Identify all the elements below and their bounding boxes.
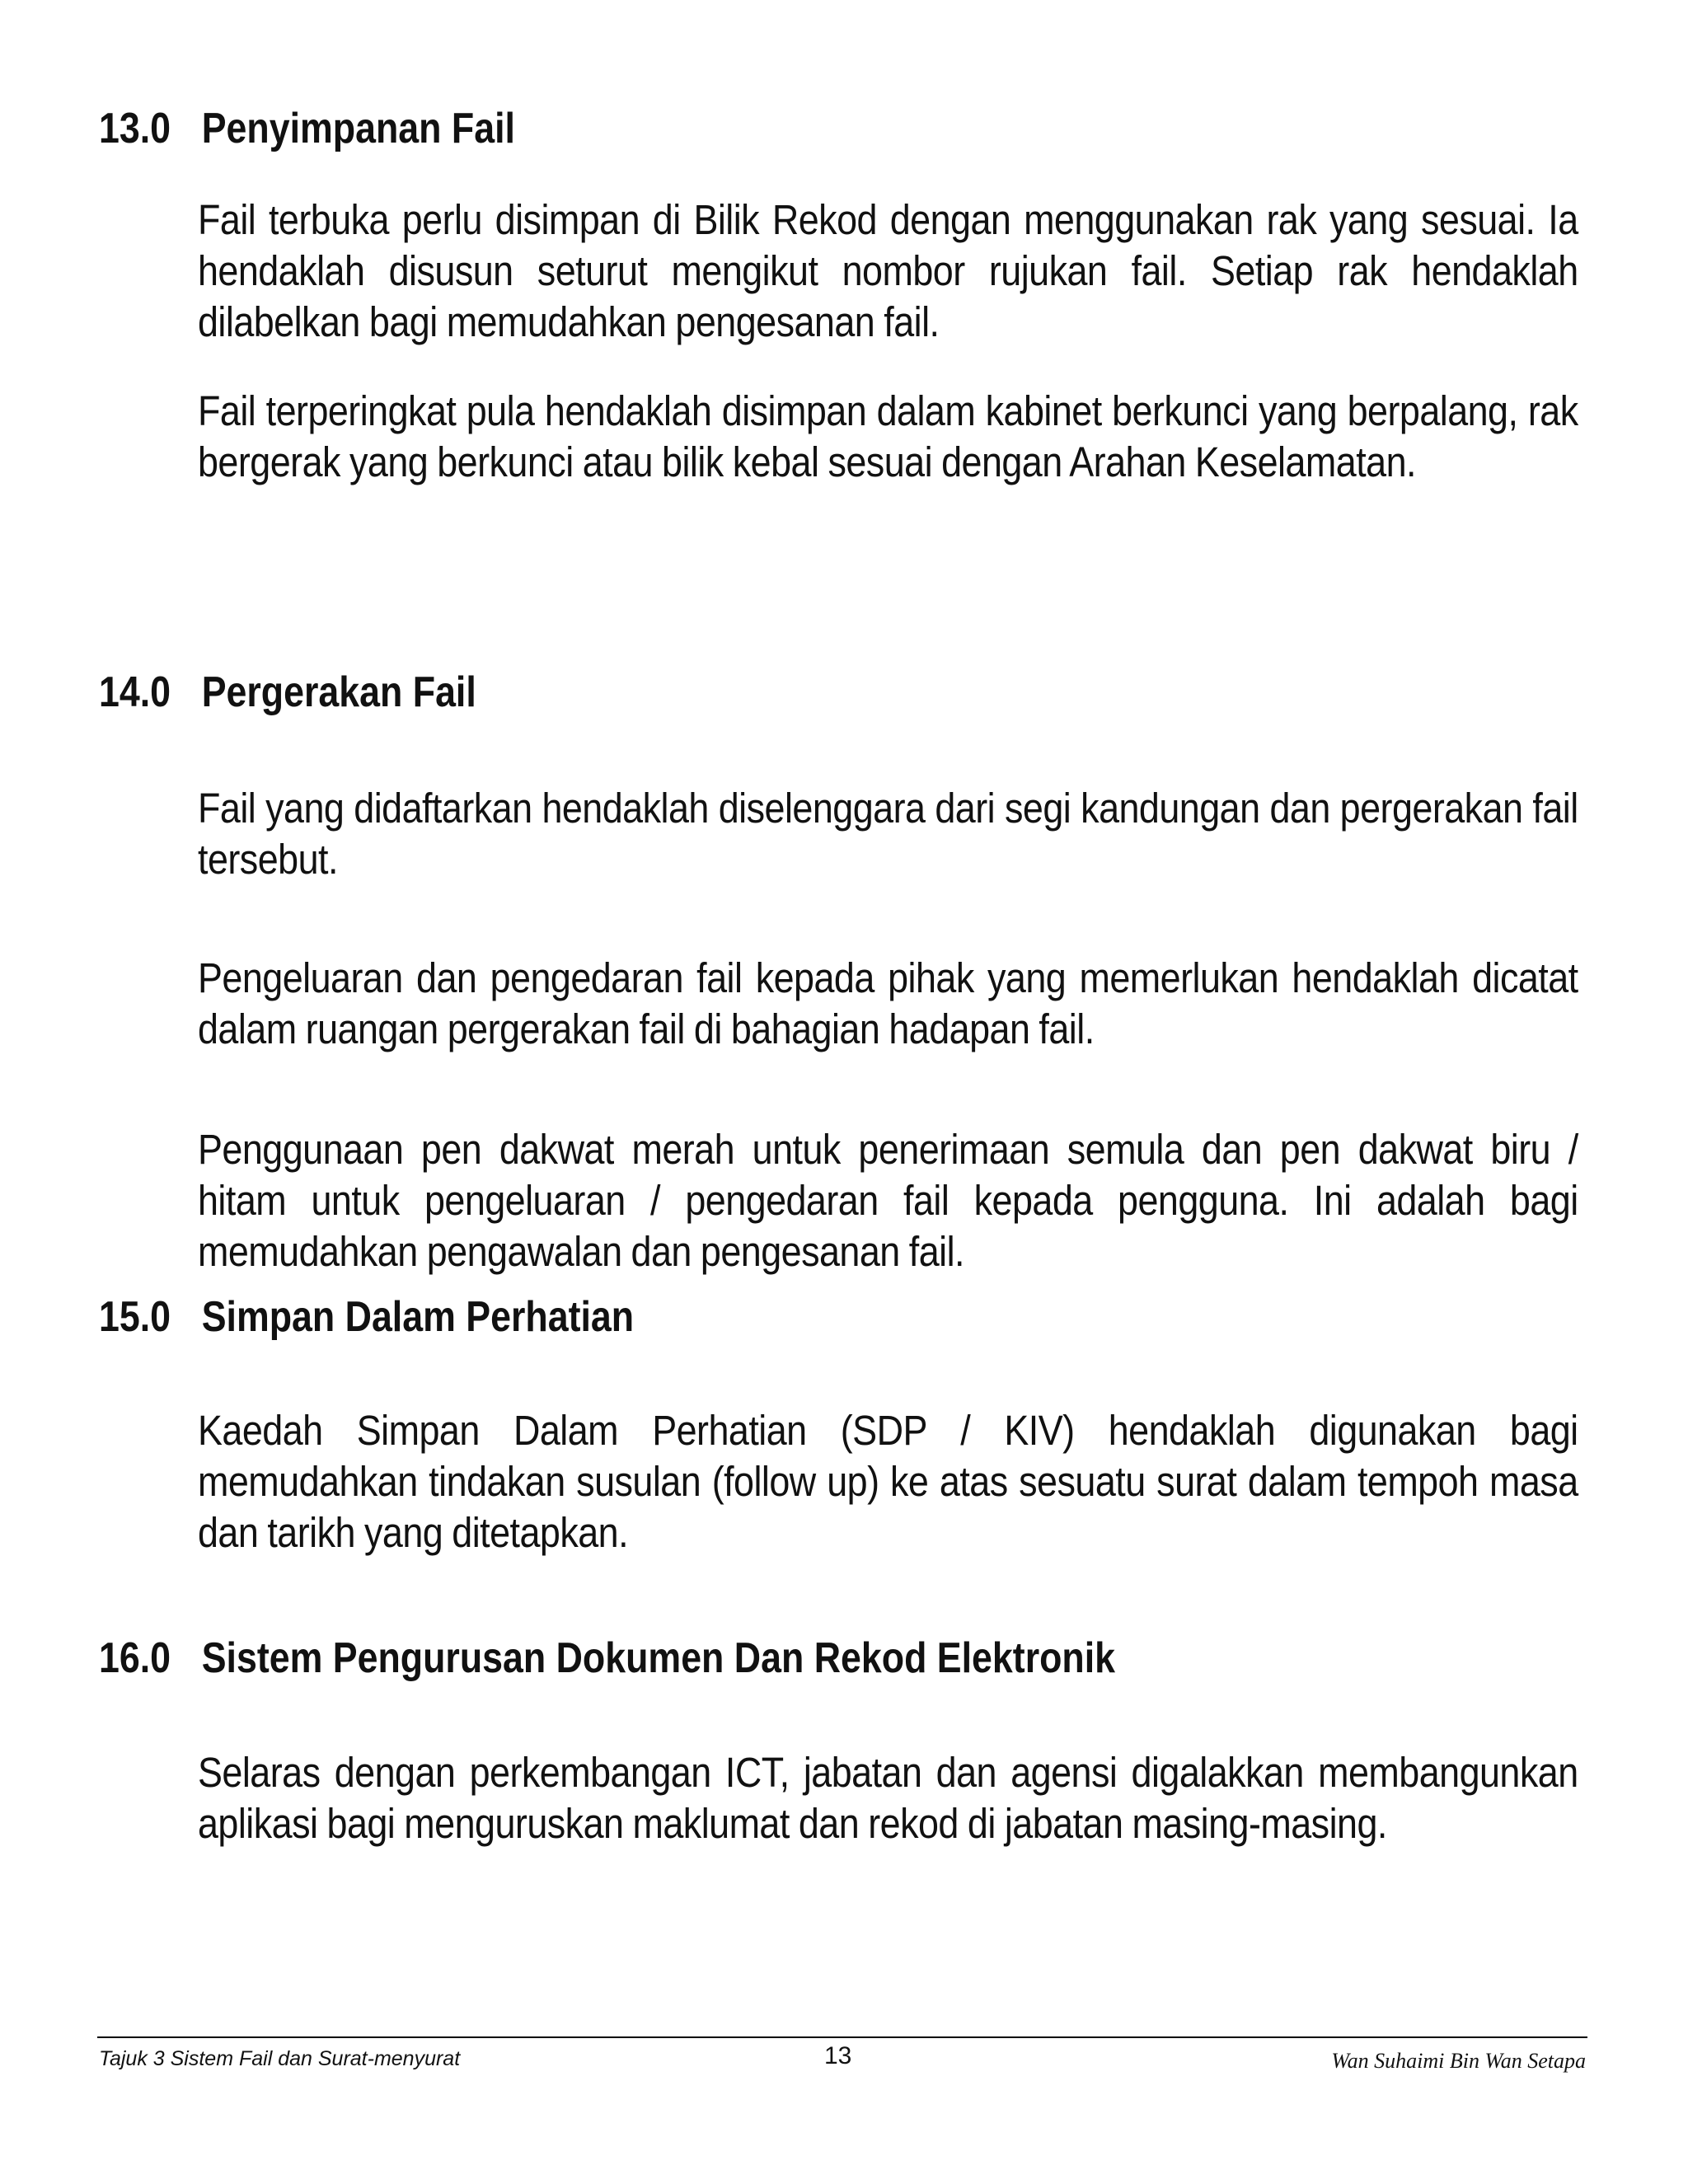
- page-number: 13: [824, 2042, 852, 2069]
- section-title: Sistem Pengurusan Dokumen Dan Rekod Elektronik: [201, 1634, 1116, 1682]
- paragraph: [198, 953, 1578, 1055]
- section-title: Pergerakan Fail: [201, 668, 476, 716]
- section-number: 16.0: [99, 1634, 171, 1682]
- paragraph-text: Fail terperingkat pula hendaklah disimpan dalam kabinet berkunci yang berpalang, rak bergerak yang berkunci atau bilik kebal sesuai dengan Arahan Keselamatan.: [198, 387, 1578, 485]
- paragraph: [198, 1747, 1578, 1849]
- paragraph: [198, 386, 1578, 488]
- paragraph: [198, 194, 1578, 348]
- section-heading-13: [99, 102, 515, 155]
- footer-author: Wan Suhaimi Bin Wan Setapa: [1331, 2049, 1586, 2073]
- paragraph-text: Selaras dengan perkembangan ICT, jabatan dan agensi digalakkan membangunkan aplikasi bagi menguruskan maklumat dan rekod di jabatan masing-masing.: [198, 1749, 1578, 1847]
- section-title: Simpan Dalam Perhatian: [201, 1293, 635, 1341]
- section-heading-15: [99, 1291, 634, 1343]
- paragraph-text: Fail yang didaftarkan hendaklah diselenggara dari segi kandungan dan pergerakan fail tersebut.: [198, 785, 1578, 883]
- paragraph-text: Fail terbuka perlu disimpan di Bilik Rekod dengan menggunakan rak yang sesuai. Ia hendaklah disusun seturut mengikut nombor rujukan fail. Setiap rak hendaklah dilabelkan bagi memudahkan pengesanan fail.: [198, 196, 1578, 345]
- section-heading-14: [99, 666, 476, 719]
- section-number: 14.0: [99, 668, 171, 716]
- paragraph-text: Kaedah Simpan Dalam Perhatian (SDP / KIV) hendaklah digunakan bagi memudahkan tindakan susulan (follow up) ke atas sesuatu surat dalam tempoh masa dan tarikh yang ditetapkan.: [198, 1407, 1578, 1556]
- section-title: Penyimpanan Fail: [201, 105, 515, 152]
- footer-divider: [97, 2036, 1587, 2038]
- paragraph-text: Penggunaan pen dakwat merah untuk penerimaan semula dan pen dakwat biru / hitam untuk pengeluaran / pengedaran fail kepada pengguna. Ini adalah bagi memudahkan pengawalan dan pengesanan fail.: [198, 1126, 1578, 1275]
- paragraph-text: Pengeluaran dan pengedaran fail kepada pihak yang memerlukan hendaklah dicatat dalam ruangan pergerakan fail di bahagian hadapan fail.: [198, 954, 1578, 1052]
- paragraph: [198, 1405, 1578, 1558]
- footer-chapter-title: Tajuk 3 Sistem Fail dan Surat-menyurat: [99, 2047, 461, 2070]
- paragraph: [198, 783, 1578, 885]
- section-heading-16: [99, 1632, 1115, 1685]
- section-number: 15.0: [99, 1293, 171, 1341]
- paragraph: [198, 1124, 1578, 1277]
- section-number: 13.0: [99, 105, 171, 152]
